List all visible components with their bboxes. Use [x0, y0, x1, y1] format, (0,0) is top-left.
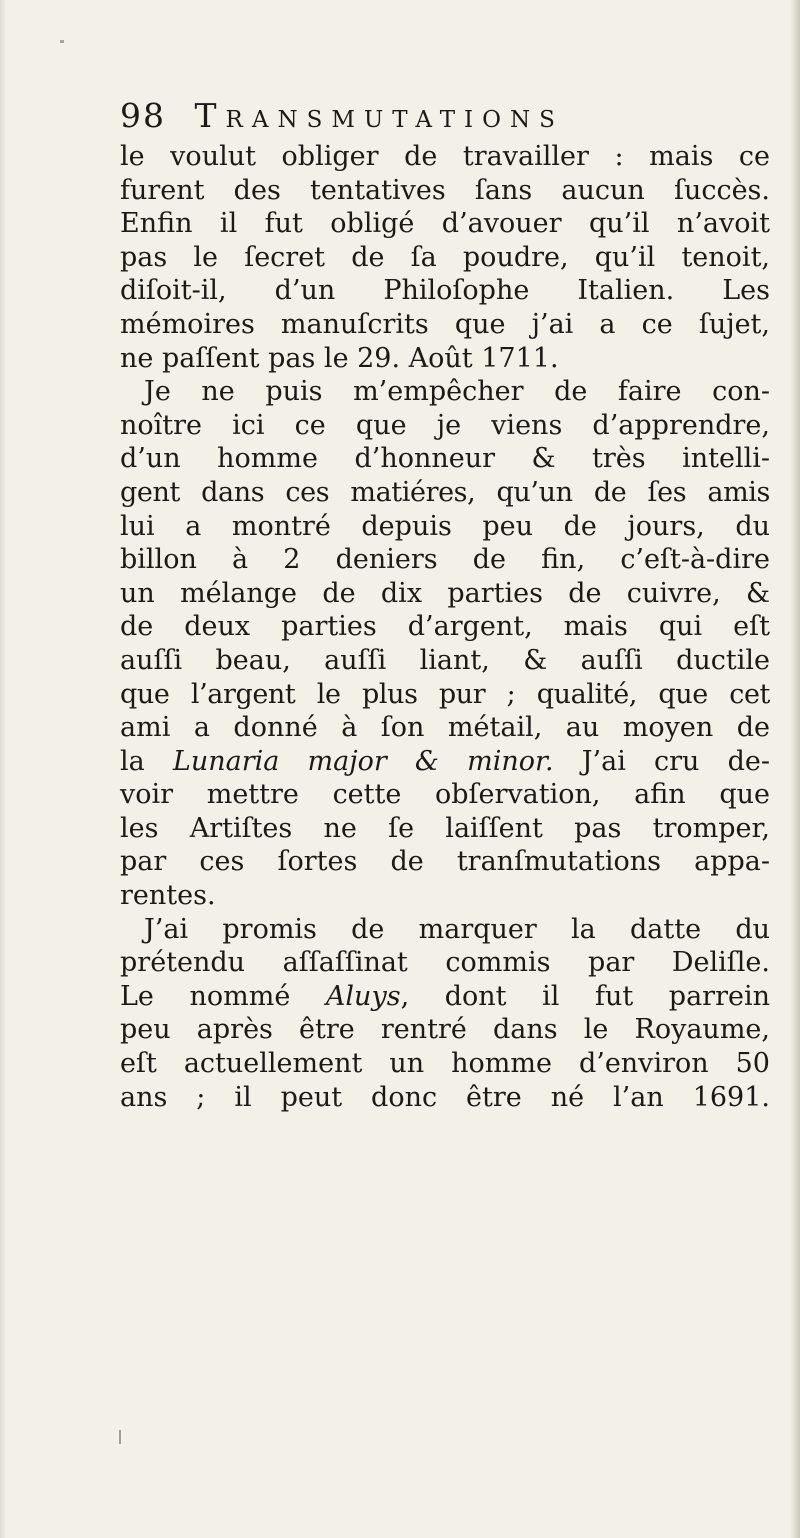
- text-fragment: la: [120, 745, 173, 777]
- text-fragment: J’ai cru de-: [553, 745, 770, 777]
- text-line: ami a donné à ſon métail, au moyen de: [120, 712, 770, 744]
- page-header: [120, 96, 720, 140]
- text-line: le voulut obliger de travailler : mais ce: [120, 141, 770, 172]
- text-fragment: , dont il fut parrein: [400, 980, 770, 1012]
- text-line: noître ici ce que je viens d’apprendre,: [120, 409, 770, 441]
- text-line: ans ; il peut donc être né l’an 1691.: [120, 1081, 770, 1113]
- text-line: gent dans ces matiéres, qu’un de ſes amis: [120, 476, 770, 508]
- text-line: J’ai promis de marquer la datte du: [144, 913, 770, 945]
- text-line: d’un homme d’honneur & très intelli-: [120, 443, 770, 475]
- page-number: 98: [120, 96, 166, 135]
- text-line: un mélange de dix parties de cuivre, &: [120, 577, 770, 609]
- text-line: par ces ſortes de tranſmutations appa-: [120, 846, 770, 878]
- page-edge-left: [0, 0, 6, 1538]
- text-line: eſt actuellement un homme d’environ 50: [120, 1048, 770, 1080]
- text-line: de deux parties d’argent, mais qui eſt: [120, 611, 770, 643]
- text-line: ne paſſent pas le 29. Août 1711.: [120, 342, 559, 374]
- page-edge-right: [790, 0, 800, 1538]
- text-line: voir mettre cette obſervation, afin que: [120, 779, 770, 811]
- text-fragment: Le nommé: [120, 980, 326, 1012]
- text-line: diſoit-il, d’un Philoſophe Italien. Les: [120, 275, 770, 307]
- text-line: auſſi beau, auſſi liant, & auſſi ductile: [120, 644, 770, 676]
- italic-title: Lunaria major & minor.: [172, 745, 554, 777]
- text-line: pas le ſecret de ſa poudre, qu’il tenoit,: [120, 241, 770, 273]
- text-line: furent des tentatives ſans aucun ſuccès.: [120, 174, 770, 206]
- text-line-mixed: [120, 745, 770, 779]
- ink-speck: [60, 40, 64, 43]
- running-title: Transmutations: [194, 96, 564, 135]
- text-line-mixed: [120, 980, 770, 1014]
- text-line: lui a montré depuis peu de jours, du: [120, 510, 770, 542]
- italic-name: Aluys: [325, 980, 401, 1012]
- text-line: Je ne puis m’empêcher de faire con-: [144, 376, 770, 408]
- text-line: que l’argent le plus pur ; qualité, que cet: [120, 678, 770, 710]
- text-line: Enfin il fut obligé d’avouer qu’il n’avoit: [120, 208, 770, 240]
- text-line: les Artiſtes ne ſe laiſſent pas tromper,: [120, 812, 770, 844]
- text-line: peu après être rentré dans le Royaume,: [120, 1014, 770, 1046]
- text-line: prétendu aſſaſſinat commis par Deliſle.: [120, 947, 770, 979]
- ink-mark: [119, 1430, 121, 1444]
- body-text: [120, 140, 770, 1114]
- text-line: mémoires manuſcrits que j’ai a ce ſujet,: [120, 308, 770, 340]
- text-line: rentes.: [120, 880, 216, 912]
- text-line: billon à 2 deniers de fin, c’eſt-à-dire: [120, 544, 770, 576]
